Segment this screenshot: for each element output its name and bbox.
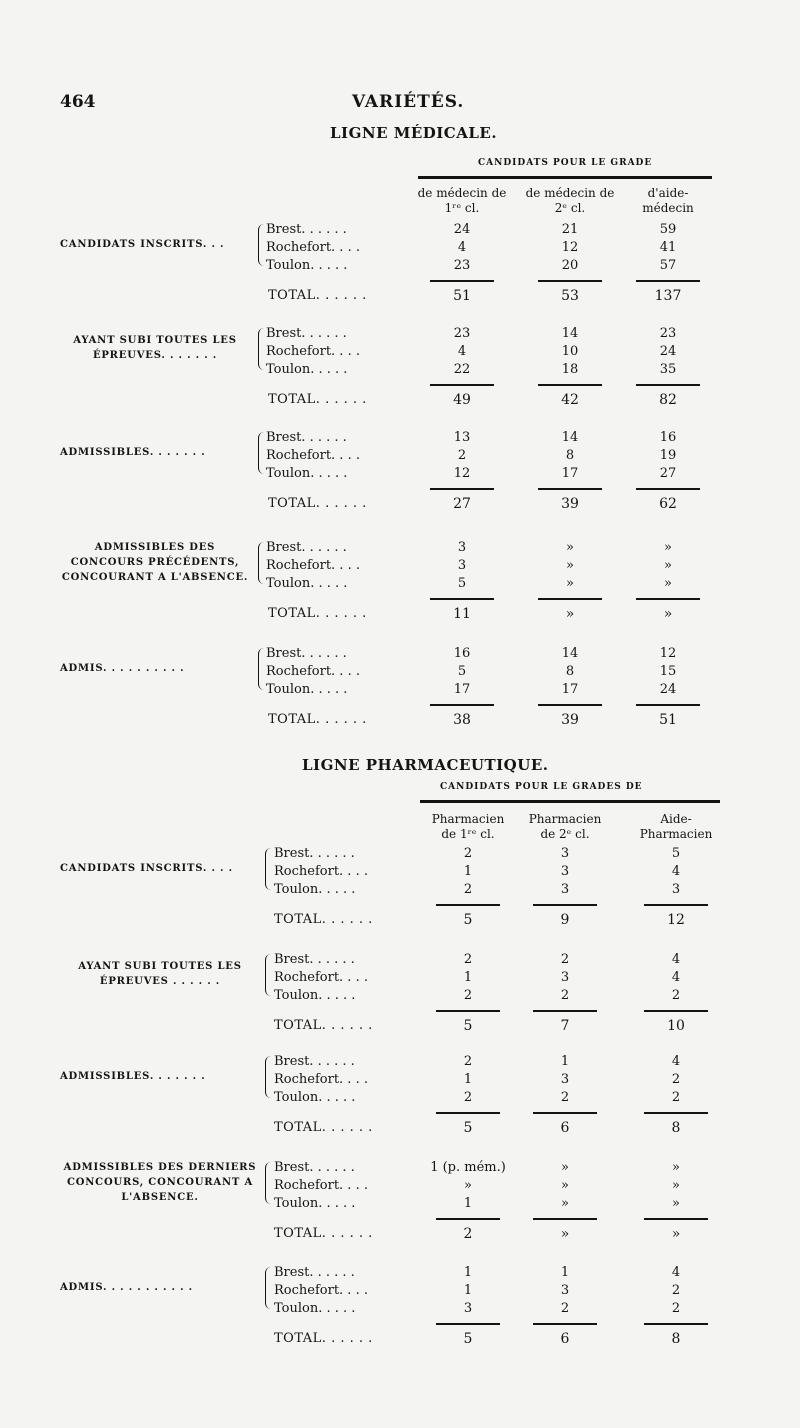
- row-label: Toulon. . . . .: [266, 258, 348, 273]
- table-cell: »: [566, 576, 574, 591]
- row-label: Rochefort. . . .: [266, 448, 360, 463]
- table-cell: 1 (p. mém.): [430, 1160, 506, 1175]
- brace: [265, 954, 272, 996]
- total-value: »: [671, 1226, 681, 1242]
- brace: [265, 848, 272, 890]
- total-rule: [644, 1010, 708, 1012]
- group-label: CANDIDATS INSCRITS. . . .: [60, 862, 233, 874]
- total-value: 39: [561, 496, 579, 512]
- table-cell: 20: [561, 258, 579, 273]
- table-cell: 3: [463, 1301, 473, 1316]
- row-label: Brest. . . . . .: [274, 846, 355, 861]
- total-rule: [636, 488, 700, 490]
- table-cell: 2: [560, 1301, 570, 1316]
- table-cell: 3: [560, 1283, 570, 1298]
- table-cell: »: [561, 1196, 569, 1211]
- total-rule: [533, 1323, 597, 1325]
- total-value: 137: [654, 288, 682, 304]
- total-rule: [538, 488, 602, 490]
- total-value: 6: [560, 1331, 570, 1347]
- section-title-medicale: LIGNE MÉDICALE.: [330, 124, 498, 142]
- total-label: TOTAL. . . . . .: [274, 1226, 373, 1241]
- row-label: Brest. . . . . .: [266, 646, 347, 661]
- total-value: 5: [463, 1120, 473, 1136]
- total-rule: [430, 704, 494, 706]
- table-cell: 22: [453, 362, 471, 377]
- total-value: 53: [561, 288, 579, 304]
- table-cell: 1: [463, 1196, 473, 1211]
- total-rule: [430, 488, 494, 490]
- total-label: TOTAL. . . . . .: [274, 1331, 373, 1346]
- table-cell: 2: [463, 988, 473, 1003]
- total-value: 6: [560, 1120, 570, 1136]
- table-cell: 2: [463, 882, 473, 897]
- table-cell: »: [566, 540, 574, 555]
- page-number: 464: [60, 92, 96, 112]
- table-cell: »: [672, 1160, 680, 1175]
- total-rule: [430, 384, 494, 386]
- table-cell: 5: [671, 846, 681, 861]
- total-value: 42: [561, 392, 579, 408]
- table-cell: 2: [463, 1090, 473, 1105]
- total-rule: [533, 1010, 597, 1012]
- row-label: Toulon. . . . .: [274, 882, 356, 897]
- row-label: Toulon. . . . .: [266, 362, 348, 377]
- table-cell: 3: [671, 882, 681, 897]
- row-label: Rochefort. . . .: [274, 1283, 368, 1298]
- group-label: ADMISSIBLES. . . . . . .: [60, 1070, 206, 1082]
- brace: [265, 1056, 272, 1098]
- table-cell: 1: [463, 970, 473, 985]
- table-cell: 3: [457, 540, 467, 555]
- table-cell: 2: [560, 1090, 570, 1105]
- table-cell: 2: [671, 1072, 681, 1087]
- row-label: Brest. . . . . .: [274, 952, 355, 967]
- table-cell: 19: [659, 448, 677, 463]
- table-cell: 24: [453, 222, 471, 237]
- table-cell: 2: [560, 952, 570, 967]
- table-cell: 4: [457, 240, 467, 255]
- total-value: »: [560, 1226, 570, 1242]
- table-cell: »: [561, 1178, 569, 1193]
- table-cell: 3: [560, 846, 570, 861]
- table-cell: 2: [671, 988, 681, 1003]
- table-cell: 14: [561, 646, 579, 661]
- table-cell: 4: [671, 952, 681, 967]
- row-label: Rochefort. . . .: [274, 970, 368, 985]
- total-value: 8: [671, 1331, 681, 1347]
- total-rule: [533, 904, 597, 906]
- row-label: Brest. . . . . .: [266, 222, 347, 237]
- table-cell: 2: [463, 1054, 473, 1069]
- row-label: Toulon. . . . .: [266, 466, 348, 481]
- table-cell: 2: [671, 1283, 681, 1298]
- total-label: TOTAL. . . . . .: [268, 496, 367, 511]
- row-label: Toulon. . . . .: [274, 1090, 356, 1105]
- table-cell: 14: [561, 326, 579, 341]
- table-cell: 2: [457, 448, 467, 463]
- table-cell: 16: [659, 430, 677, 445]
- total-rule: [538, 704, 602, 706]
- row-label: Toulon. . . . .: [274, 1301, 356, 1316]
- total-value: 12: [667, 912, 685, 928]
- total-value: »: [663, 606, 673, 622]
- table-cell: 2: [560, 988, 570, 1003]
- row-label: Toulon. . . . .: [266, 682, 348, 697]
- table-cell: 14: [561, 430, 579, 445]
- table-cell: 17: [561, 682, 579, 697]
- total-label: TOTAL. . . . . .: [268, 288, 367, 303]
- total-rule: [436, 1010, 500, 1012]
- table-cell: »: [664, 558, 672, 573]
- total-rule: [430, 280, 494, 282]
- group-label: CANDIDATS INSCRITS. . .: [60, 238, 225, 250]
- total-value: 11: [453, 606, 471, 622]
- total-rule: [436, 904, 500, 906]
- total-label: TOTAL. . . . . .: [268, 712, 367, 727]
- candidates-header-medicale: CANDIDATS POUR LE GRADE: [478, 158, 653, 168]
- table-cell: 41: [659, 240, 677, 255]
- table-cell: 4: [457, 344, 467, 359]
- total-value: 8: [671, 1120, 681, 1136]
- total-label: TOTAL. . . . . .: [268, 606, 367, 621]
- table-cell: »: [672, 1178, 680, 1193]
- total-value: 49: [453, 392, 471, 408]
- table-cell: 3: [560, 864, 570, 879]
- total-rule: [533, 1218, 597, 1220]
- table-cell: 3: [457, 558, 467, 573]
- table-cell: 59: [659, 222, 677, 237]
- total-label: TOTAL. . . . . .: [274, 912, 373, 927]
- table-cell: »: [672, 1196, 680, 1211]
- total-rule: [533, 1112, 597, 1114]
- table-cell: 17: [561, 466, 579, 481]
- total-label: TOTAL. . . . . .: [268, 392, 367, 407]
- row-label: Rochefort. . . .: [266, 240, 360, 255]
- group-label: ADMISSIBLES DES CONCOURS PRÉCÉDENTS, CONCOURANT A L'ABSENCE.: [61, 541, 249, 583]
- table-cell: 12: [453, 466, 471, 481]
- header-rule: [418, 176, 712, 179]
- row-label: Brest. . . . . .: [274, 1160, 355, 1175]
- table-cell: 13: [453, 430, 471, 445]
- table-cell: 4: [671, 864, 681, 879]
- table-cell: 4: [671, 970, 681, 985]
- total-rule: [644, 1323, 708, 1325]
- section-title-pharmaceutique: LIGNE PHARMACEUTIQUE.: [302, 756, 549, 774]
- total-rule: [538, 598, 602, 600]
- group-label: ADMISSIBLES. . . . . . .: [60, 446, 206, 458]
- total-label: TOTAL. . . . . .: [274, 1120, 373, 1135]
- row-label: Toulon. . . . .: [274, 1196, 356, 1211]
- table-cell: 21: [561, 222, 579, 237]
- table-cell: 2: [671, 1301, 681, 1316]
- total-value: 5: [463, 1331, 473, 1347]
- table-cell: 3: [560, 1072, 570, 1087]
- table-cell: 1: [463, 1283, 473, 1298]
- table-cell: 18: [561, 362, 579, 377]
- table-cell: 4: [671, 1265, 681, 1280]
- table-cell: 5: [457, 576, 467, 591]
- total-rule: [538, 280, 602, 282]
- brace: [258, 648, 265, 690]
- total-rule: [644, 1218, 708, 1220]
- table-cell: 16: [453, 646, 471, 661]
- table-cell: 23: [453, 258, 471, 273]
- table-cell: »: [664, 540, 672, 555]
- total-rule: [636, 704, 700, 706]
- group-label: ADMIS. . . . . . . . . .: [60, 662, 185, 674]
- column-header: Pharmacien de 1ʳᵉ cl.: [431, 812, 505, 841]
- table-cell: 8: [565, 664, 575, 679]
- total-value: »: [565, 606, 575, 622]
- total-label: TOTAL. . . . . .: [274, 1018, 373, 1033]
- table-cell: 5: [457, 664, 467, 679]
- total-value: 5: [463, 1018, 473, 1034]
- total-rule: [436, 1112, 500, 1114]
- table-cell: 10: [561, 344, 579, 359]
- total-rule: [430, 598, 494, 600]
- column-header: Pharmacien de 2ᵉ cl.: [528, 812, 602, 841]
- table-cell: 3: [560, 882, 570, 897]
- brace: [258, 224, 265, 266]
- group-label: ADMISSIBLES DES DERNIERS CONCOURS, CONCOURANT A L'ABSENCE.: [63, 1161, 257, 1203]
- brace: [258, 432, 265, 474]
- table-cell: 57: [659, 258, 677, 273]
- table-cell: »: [561, 1160, 569, 1175]
- group-label: AYANT SUBI TOUTES LES ÉPREUVES . . . . . .: [78, 961, 242, 987]
- row-label: Rochefort. . . .: [266, 558, 360, 573]
- table-cell: 27: [659, 466, 677, 481]
- table-cell: »: [566, 558, 574, 573]
- brace: [265, 1267, 272, 1309]
- total-value: 82: [659, 392, 677, 408]
- total-rule: [644, 904, 708, 906]
- table-cell: 12: [561, 240, 579, 255]
- brace: [258, 328, 265, 370]
- table-cell: 15: [659, 664, 677, 679]
- total-value: 9: [560, 912, 570, 928]
- table-cell: 1: [560, 1054, 570, 1069]
- table-cell: »: [664, 576, 672, 591]
- total-value: 39: [561, 712, 579, 728]
- total-value: 5: [463, 912, 473, 928]
- table-cell: 1: [463, 1072, 473, 1087]
- total-value: 27: [453, 496, 471, 512]
- column-header: Aide-Pharmacien: [639, 812, 713, 841]
- running-head: VARIÉTÉS.: [352, 92, 465, 112]
- row-label: Rochefort. . . .: [274, 864, 368, 879]
- row-label: Brest. . . . . .: [274, 1054, 355, 1069]
- total-rule: [636, 598, 700, 600]
- group-label: ADMIS. . . . . . . . . . .: [60, 1281, 193, 1293]
- table-cell: 3: [560, 970, 570, 985]
- table-cell: 17: [453, 682, 471, 697]
- column-header: d'aide-médecin: [642, 186, 694, 215]
- table-cell: 23: [453, 326, 471, 341]
- column-header: de médecin de 1ʳᵉ cl.: [417, 186, 507, 215]
- table-cell: 2: [463, 952, 473, 967]
- table-cell: 2: [463, 846, 473, 861]
- header-rule: [420, 800, 720, 803]
- total-value: 51: [453, 288, 471, 304]
- total-rule: [636, 280, 700, 282]
- row-label: Rochefort. . . .: [266, 664, 360, 679]
- table-cell: 1: [560, 1265, 570, 1280]
- table-cell: 1: [463, 1265, 473, 1280]
- table-cell: 12: [659, 646, 677, 661]
- total-rule: [538, 384, 602, 386]
- total-value: 38: [453, 712, 471, 728]
- total-rule: [636, 384, 700, 386]
- row-label: Brest. . . . . .: [266, 326, 347, 341]
- table-cell: 8: [565, 448, 575, 463]
- total-value: 51: [659, 712, 677, 728]
- total-rule: [436, 1323, 500, 1325]
- row-label: Brest. . . . . .: [266, 540, 347, 555]
- total-value: 10: [667, 1018, 685, 1034]
- group-label: AYANT SUBI TOUTES LES ÉPREUVES. . . . . . .: [73, 335, 237, 361]
- row-label: Rochefort. . . .: [266, 344, 360, 359]
- row-label: Toulon. . . . .: [266, 576, 348, 591]
- row-label: Brest. . . . . .: [266, 430, 347, 445]
- total-value: 7: [560, 1018, 570, 1034]
- total-value: 2: [463, 1226, 473, 1242]
- table-cell: 24: [659, 344, 677, 359]
- row-label: Toulon. . . . .: [274, 988, 356, 1003]
- candidates-header-pharmaceutique: CANDIDATS POUR LE GRADES DE: [440, 782, 643, 792]
- total-rule: [436, 1218, 500, 1220]
- table-cell: 4: [671, 1054, 681, 1069]
- table-cell: 2: [671, 1090, 681, 1105]
- brace: [258, 542, 265, 584]
- table-cell: 23: [659, 326, 677, 341]
- table-cell: 1: [463, 864, 473, 879]
- row-label: Rochefort. . . .: [274, 1178, 368, 1193]
- total-value: 62: [659, 496, 677, 512]
- table-cell: 24: [659, 682, 677, 697]
- row-label: Brest. . . . . .: [274, 1265, 355, 1280]
- brace: [265, 1162, 272, 1204]
- table-cell: »: [464, 1178, 472, 1193]
- column-header: de médecin de 2ᵉ cl.: [525, 186, 615, 215]
- row-label: Rochefort. . . .: [274, 1072, 368, 1087]
- table-cell: 35: [659, 362, 677, 377]
- total-rule: [644, 1112, 708, 1114]
